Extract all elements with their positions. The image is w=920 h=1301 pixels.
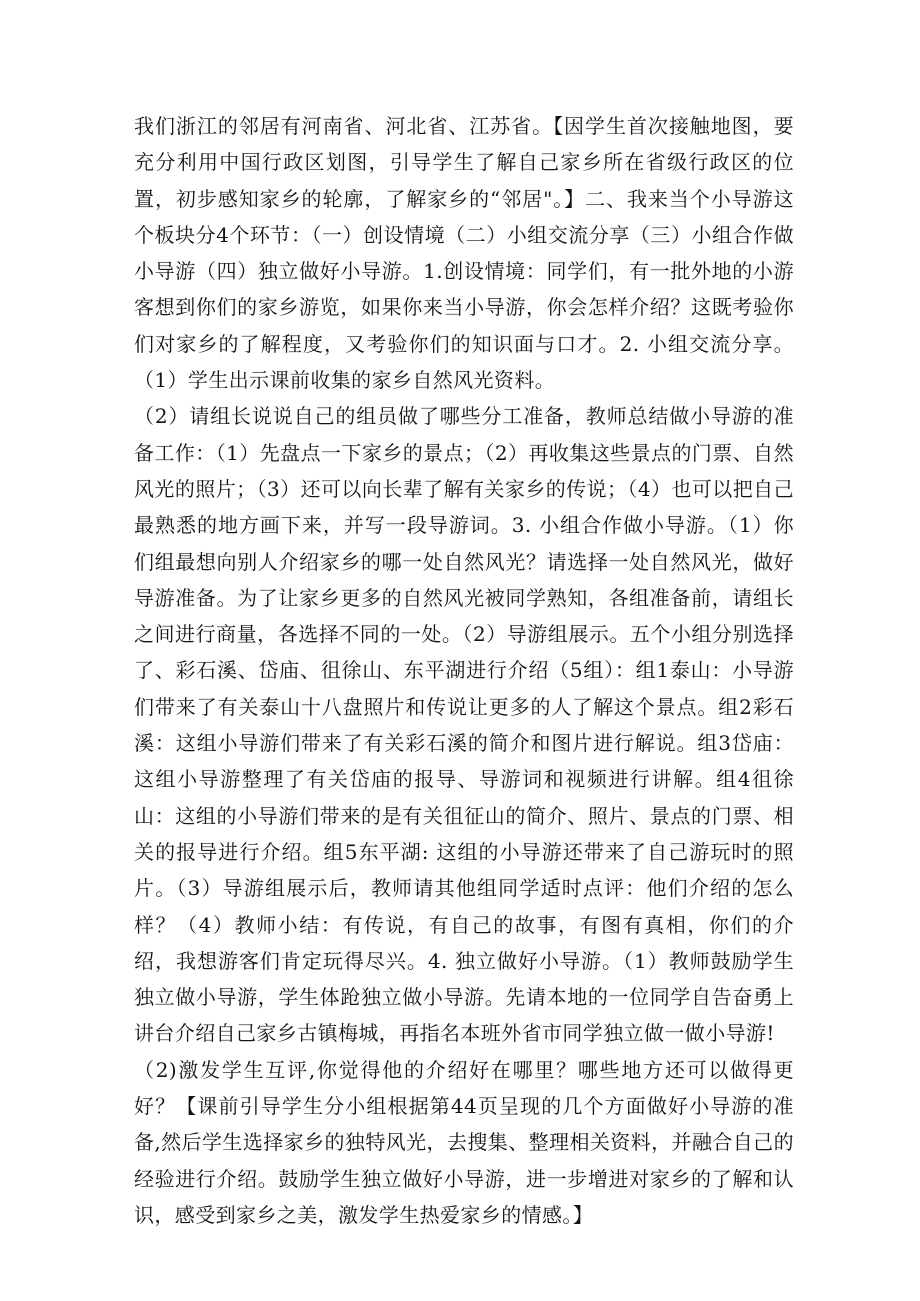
document-body (134, 108, 794, 1233)
paragraph: （2）请组长说说自己的组员做了哪些分工准备，教师总结做小导游的准备工作：（1）先盘点一下家乡的景点；（2）再收集这些景点的门票、自然风光的照片；（3）还可以向长辈了解有关家乡的传说；（4）也可以把自己最熟悉的地方画下来，并写一段导游词。3. 小组合作做小导游。（1）你们组最想向别人介绍家乡的哪一处自然风光？请选择一处自然风光，做好导游准备。为了让家乡更多的自然风光被同学熟知，各组准备前，请组长之间进行商量，各选择不同的一处。（2）导游组展示。五个小组分别选择了、彩石溪、岱庙、徂徐山、东平湖进行介绍（5组）：组1泰山：小导游们带来了有关泰山十八盘照片和传说让更多的人了解这个景点。组2彩石溪：这组小导游们带来了有关彩石溪的简介和图片进行解说。组3岱庙：这组小导游整理了有关岱庙的报导、导游词和视频进行讲解。组4徂徐山：这组的小导游们带来的是有关徂征山的简介、照片、景点的门票、相关的报导进行介绍。组5东平湖: 这组的小导游还带来了自己游玩时的照片。（3）导游组展示后，教师请其他组同学适时点评：他们介绍的怎么样？（4）教师小结：有传说，有自己的故事，有图有真相，你们的介绍，我想游客们肯定玩得尽兴。4. 独立做好小导游。（1）教师鼓励学生独立做小导游，学生体跄独立做小导游。先请本地的一位同学自告奋勇上讲台介绍自己家乡古镇梅城，再指名本班外省市同学独立做一做小导游! (134, 404, 794, 1046)
paragraph: 我们浙江的邻居有河南省、河北省、江苏省。【因学生首次接触地图，要充分利用中国行政区划图，引导学生了解自己家乡所在省级行政区的位置，初步感知家乡的轮廓，了解家乡的“邻居"。】二、我来当个小导游这个板块分4个环节：（一）创设情境（二）小组交流分享（三）小组合作做小导游（四）独立做好小导游。1.创设情境：同学们，有一批外地的小游客想到你们的家乡游览，如果你来当小导游，你会怎样介绍？这既考验你们对家乡的了解程度，又考验你们的知识面与口才。2. 小组交流分享。（1）学生出示课前收集的家乡自然风光资料。 (134, 114, 794, 393)
paragraph: （2)激发学生互评,你觉得他的介绍好在哪里？哪些地方还可以做得更好？【课前引导学生分小组根据第44页呈现的几个方面做好小导游的准备,然后学生选择家乡的独特风光，去搜集、整理相关资料，并融合自己的经验进行介绍。鼓励学生独立做好小导游，进一步增进对家乡的了解和认识，感受到家乡之美，激发学生热爱家乡的情感。】 (134, 1057, 794, 1227)
